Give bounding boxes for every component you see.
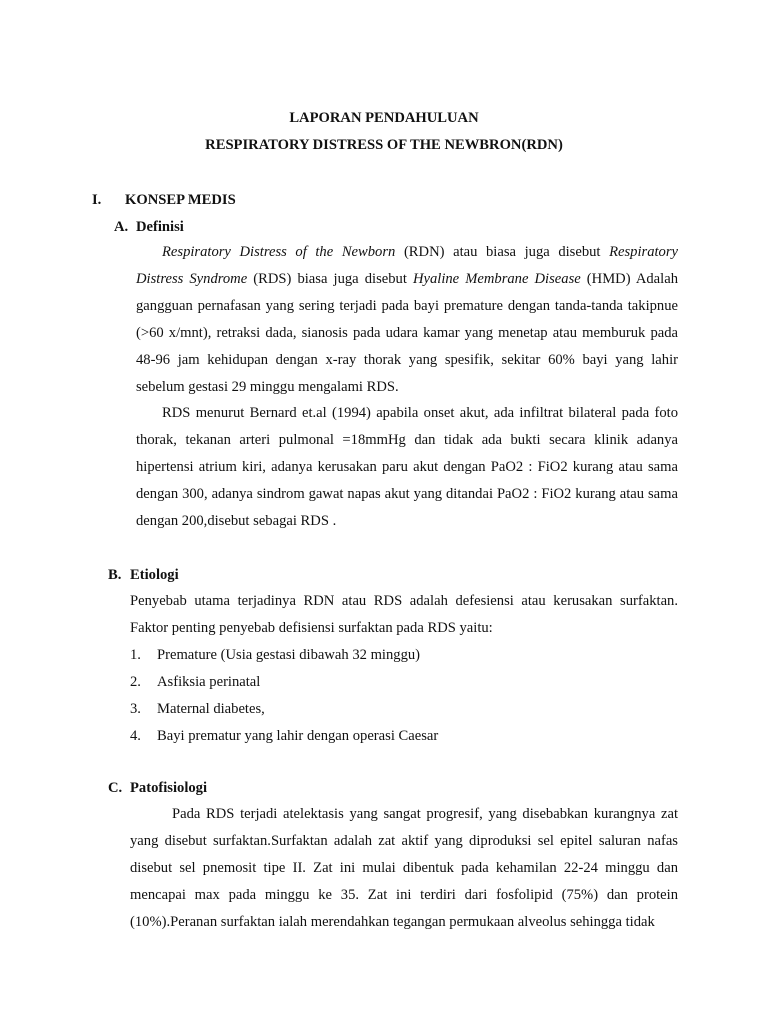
italic-term: Hyaline Membrane Disease — [412, 271, 581, 287]
list-item — [130, 642, 438, 669]
list-number: 3. — [130, 701, 141, 717]
subsection-title: Patofisiologi — [130, 780, 208, 796]
text-run: (HMD) Adalah gangguan pernafasan yang sering terjadi pada bayi premature dengan tanda-tanda takipnue (>60 x/mnt), retraksi dada, sianosis pada udara kamar yang menetap atau memburuk pada 48-96 jam kehidupan dengan x-ray thorak yang spesifik, sekitar 60% bayi yang lahir sebelum gestasi 29 minggu mengalami RDS. — [136, 271, 678, 395]
section-title: KONSEP MEDIS — [125, 192, 236, 208]
subsection-title: Etiologi — [130, 567, 179, 583]
document-title: LAPORAN PENDAHULUAN — [289, 110, 479, 126]
list-number: 2. — [130, 674, 141, 690]
list-text: Asfiksia perinatal — [157, 674, 261, 690]
list-item — [130, 669, 438, 696]
text-run: Pada RDS terjadi atelektasis yang sangat progresif, yang disebabkan kurangnya zat yang disebut surfaktan.Surfaktan adalah zat aktif yang diproduksi sel epitel saluran nafas disebut sel pnemosit tipe II. Zat ini mulai dibentuk pada kehamilan 22-24 minggu dan mencapai max pada minggu ke 35. Zat ini terdiri dari fosfolipid (75%) dan protein (10%).Peranan surfaktan ialah merendahkan tegangan permukaan alveolus sehingga tidak — [130, 806, 678, 930]
subsection-letter: A. — [114, 219, 129, 235]
subsection-title: Definisi — [136, 219, 184, 235]
subsection-letter: B. — [108, 567, 122, 583]
subsection-letter: C. — [108, 780, 123, 796]
list-text: Bayi prematur yang lahir dengan operasi Caesar — [157, 728, 439, 744]
definisi-paragraph-1 — [136, 239, 678, 401]
text-run: RDS menurut Bernard et.al (1994) apabila onset akut, ada infiltrat bilateral pada foto thorak, tekanan arteri pulmonal =18mmHg dan tidak ada bukti secara klinik adanya hipertensi atrium kiri, adanya kerusakan paru akut dengan PaO2 : FiO2 kurang atau sama dengan 300, adanya sindrom gawat napas akut yang ditandai PaO2 : FiO2 kurang atau sama dengan 200,disebut sebagai RDS . — [136, 405, 678, 529]
list-number: 1. — [130, 647, 141, 663]
list-item — [130, 696, 438, 723]
subsection-heading-patofisiologi — [108, 778, 207, 798]
text-run: (RDS) biasa juga disebut — [247, 271, 413, 287]
list-item — [130, 723, 438, 750]
etiologi-intro: Penyebab utama terjadinya RDN atau RDS adalah defesiensi atau kerusakan surfaktan. Faktor penting penyebab defisiensi surfaktan pada RDS yaitu: — [130, 593, 678, 636]
list-text: Maternal diabetes, — [157, 701, 265, 717]
text-run: (RDN) atau biasa juga disebut — [395, 244, 610, 260]
definisi-paragraph-2 — [136, 400, 678, 535]
list-text: Premature (Usia gestasi dibawah 32 minggu) — [157, 647, 421, 663]
list-number: 4. — [130, 728, 141, 744]
italic-term: Respiratory Distress of the Newborn — [162, 244, 396, 260]
section-number: I. — [92, 192, 102, 208]
etiologi-list — [130, 642, 438, 750]
italic-term: Respiratory Distress Syndrome — [136, 244, 679, 287]
subsection-heading-definisi — [114, 217, 184, 237]
document-subtitle: RESPIRATORY DISTRESS OF THE NEWBRON(RDN) — [205, 137, 563, 153]
patofisiologi-paragraph-1 — [130, 801, 678, 936]
subsection-heading-etiologi — [108, 565, 179, 585]
